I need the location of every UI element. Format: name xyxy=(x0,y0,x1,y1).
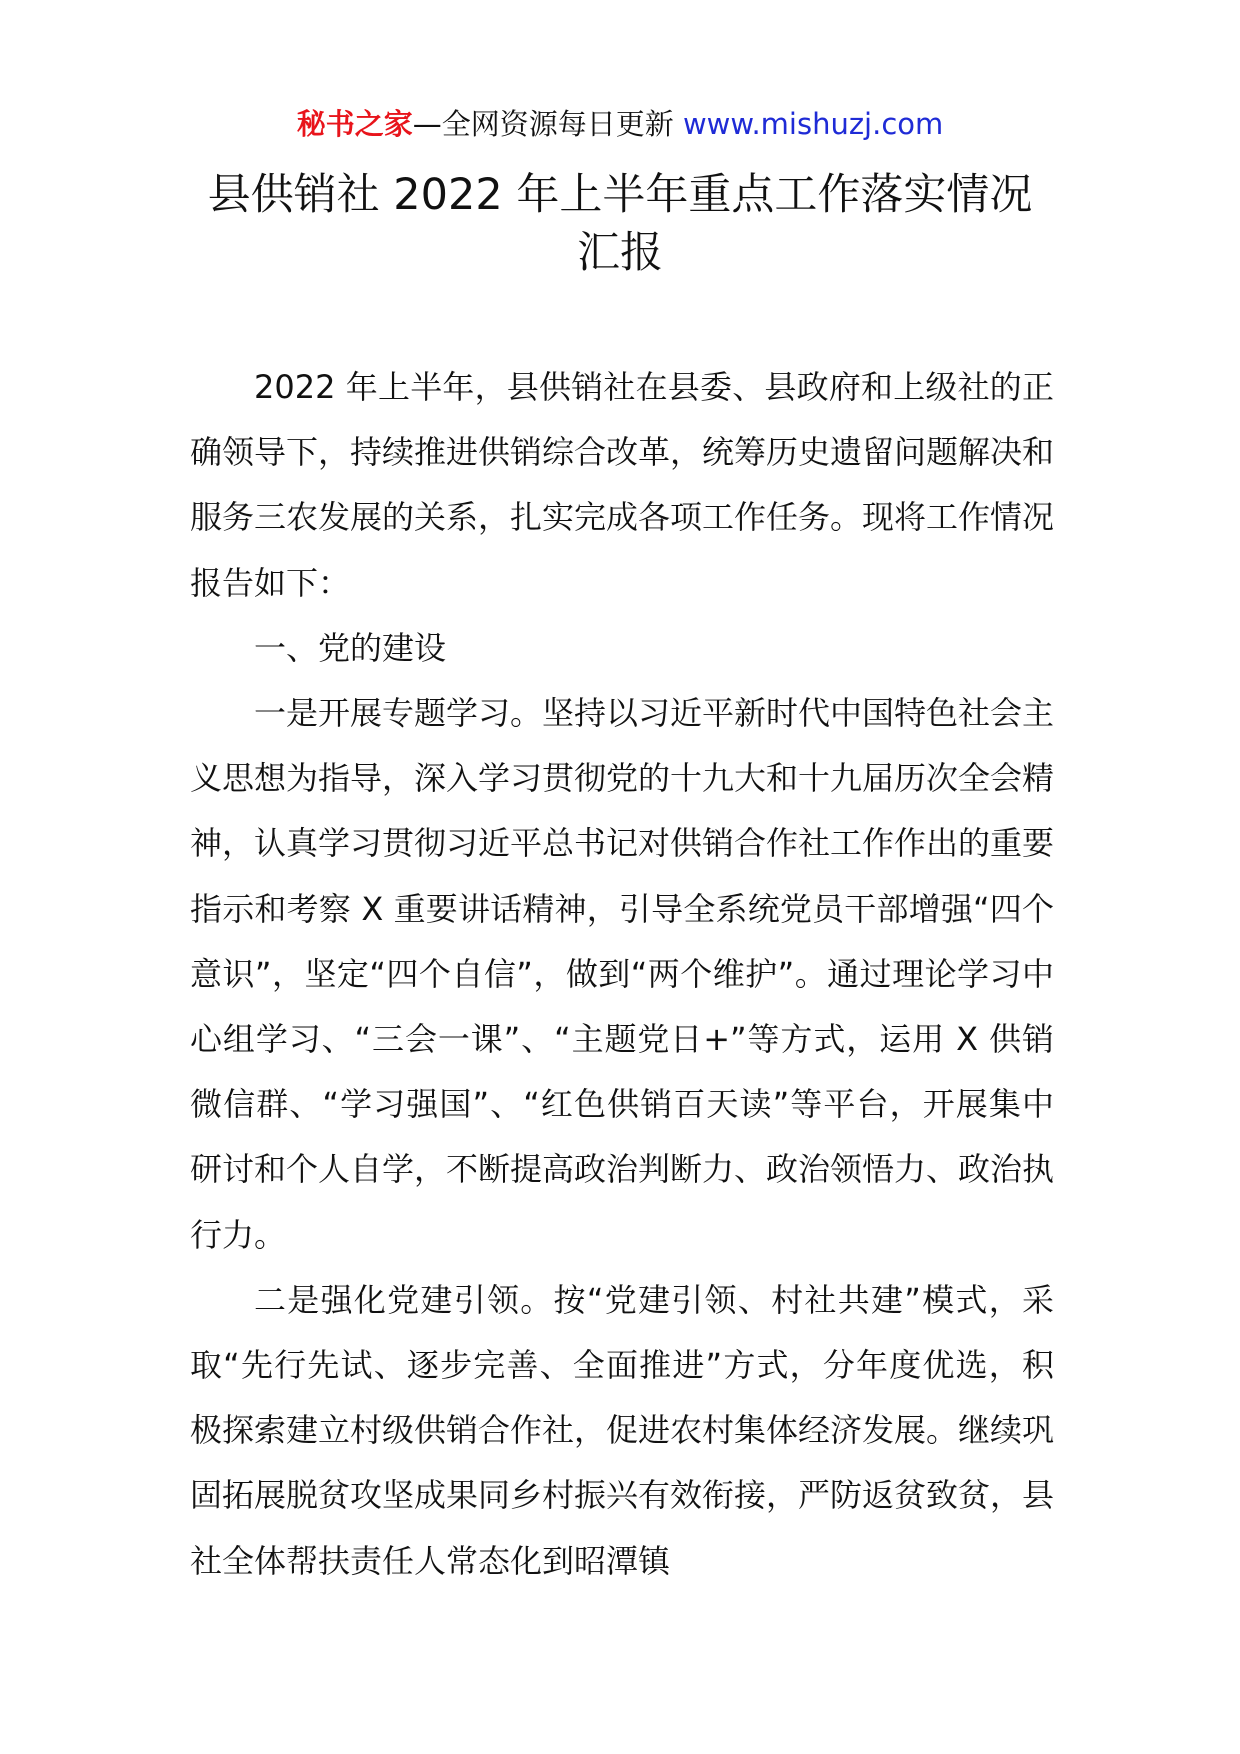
body-paragraph: 二是强化党建引领。按“党建引领、村社共建”模式，采取“先行先试、逐步完善、全面推进”方式，分年度优选，积极探索建立村级供销合作社，促进农村集体经济发展。继续巩固拓展脱贫攻坚成果同乡村振兴有效衔接，严防返贫致贫，县社全体帮扶责任人常态化到昭潭镇 xyxy=(190,1280,1055,1580)
site-tagline: —全网资源每日更新 xyxy=(412,107,683,141)
site-url-link[interactable]: www.mishuzj.com xyxy=(682,107,944,141)
section-heading: 一、党的建设 xyxy=(254,628,447,667)
document-title: 县供销社 2022 年上半年重点工作落实情况汇报 xyxy=(207,170,1033,278)
document-body xyxy=(190,355,1054,1594)
intro-paragraph: 2022 年上半年，县供销社在县委、县政府和上级社的正确领导下，持续推进供销综合改革，统筹历史遗留问题解决和服务三农发展的关系，扎实完成各项工作任务。现将工作情况报告如下： xyxy=(190,368,1055,602)
site-banner xyxy=(0,104,1240,144)
site-brand: 秘书之家 xyxy=(296,107,413,141)
body-paragraph: 一是开展专题学习。坚持以习近平新时代中国特色社会主义思想为指导，深入学习贯彻党的十九大和十九届历次全会精神，认真学习贯彻习近平总书记对供销合作社工作作出的重要指示和考察 X 重要讲话精神，引导全系统党员干部增强“四个意识”，坚定“四个自信”，做到“两个维护”。通过理论学习中心组学习、“三会一课”、“主题党日+”等方式，运用 X 供销微信群、“学习强国”、“红色供销百天读”等平台，开展集中研讨和个人自学，不断提高政治判断力、政治领悟力、政治执行力。 xyxy=(190,694,1055,1254)
